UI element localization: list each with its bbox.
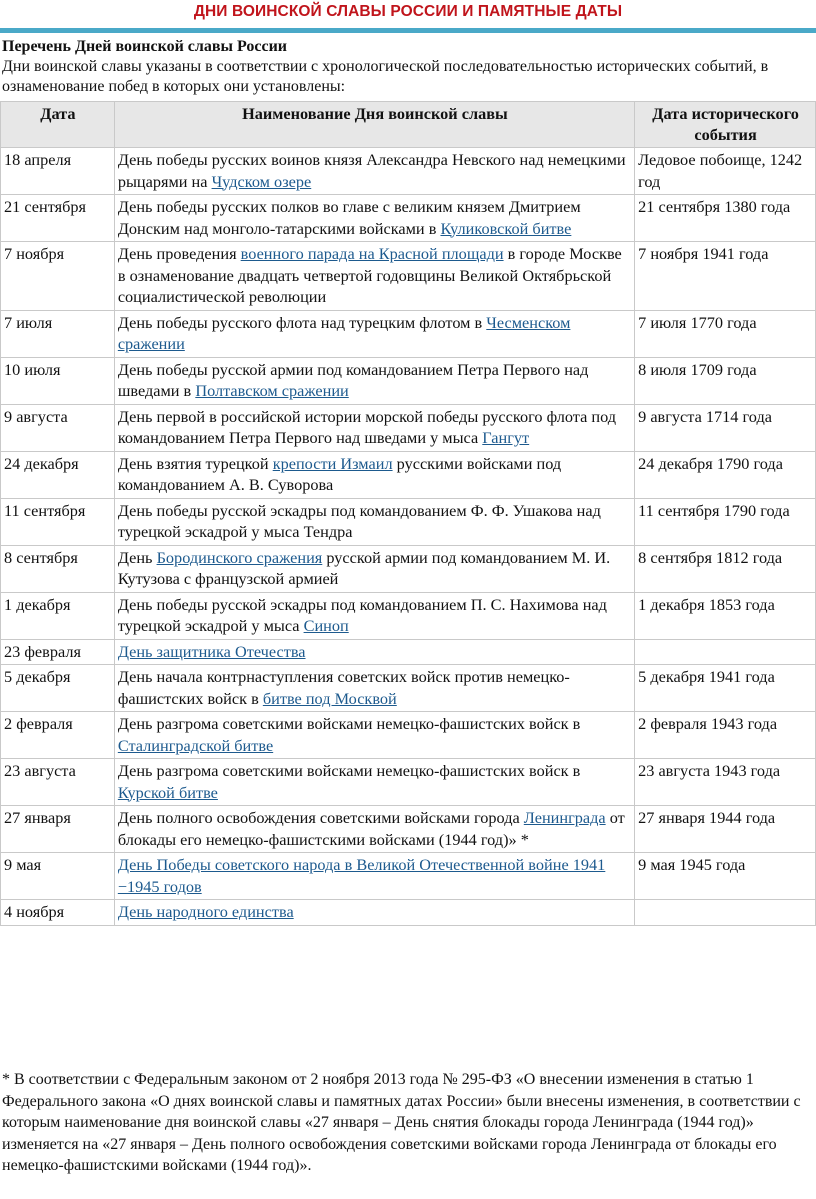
table-row <box>1 545 816 592</box>
name-text-continued: в городе Москве в ознаменование двадцать четвертой годовщины Великой Октябрьской социалистической революции <box>117 244 622 306</box>
name-text: День победы русских воинов князя Александра Невского над немецкими рыцарями на <box>117 150 626 191</box>
glory-day-link[interactable]: Гангут <box>482 428 530 447</box>
table-row <box>1 242 816 311</box>
cell-glory-day-name <box>114 639 634 665</box>
cell-glory-day-name <box>114 498 634 545</box>
cell-event-date: 11 сентября 1790 года <box>635 498 816 545</box>
header-date: Дата <box>1 102 115 148</box>
name-text: День проведения <box>117 244 241 263</box>
cell-event-date <box>635 900 816 926</box>
glory-day-link[interactable]: Курской битве <box>117 782 218 802</box>
header-name: Наименование Дня воинской славы <box>114 102 634 148</box>
glory-day-link[interactable]: Ленинграда <box>523 808 606 827</box>
glory-day-link[interactable]: военного парада на Красной площади <box>240 244 504 263</box>
name-text: День победы русского флота над турецким флотом в <box>117 312 487 332</box>
cell-event-date: 5 декабря 1941 года <box>635 665 816 712</box>
intro-text: Дни воинской славы указаны в соответствии с хронологической последовательностью исторических событий, в ознаменование побед в которых они установлены: <box>2 58 769 95</box>
name-text: День полного освобождения советскими войсками города <box>117 808 524 827</box>
cell-glory-day-name <box>114 195 634 242</box>
name-text: День разгрома советскими войсками немецко-фашистских войск в <box>117 761 581 780</box>
glory-day-link[interactable]: Чесменском сражении <box>117 312 571 353</box>
cell-date: 2 февраля <box>1 712 115 759</box>
glory-day-link[interactable]: Бородинского сражения <box>156 547 323 567</box>
intro-section <box>2 37 814 97</box>
table-row <box>1 195 816 242</box>
table-row <box>1 712 816 759</box>
cell-date: 10 июля <box>1 357 115 404</box>
glory-day-link[interactable]: Полтавском сражении <box>195 381 349 400</box>
cell-event-date: 23 августа 1943 года <box>635 759 816 806</box>
table-row <box>1 806 816 853</box>
name-text: День взятия турецкой <box>117 453 273 473</box>
name-text: День победы русских полков во главе с великим князем Дмитрием Донским над монголо-татарскими войсками в <box>117 197 581 238</box>
cell-event-date: 7 июля 1770 года <box>635 310 816 357</box>
name-text: День <box>117 547 157 567</box>
name-text: День победы русской армии под командованием Петра Первого над шведами в <box>117 359 589 400</box>
cell-date: 27 января <box>1 806 115 853</box>
name-text-continued: русской армии под командованием М. И. Кутузова с французской армией <box>117 547 611 588</box>
name-text: День победы русской эскадры под командованием П. С. Нахимова над турецкой эскадрой у мыса <box>117 594 607 635</box>
table-row <box>1 404 816 451</box>
cell-glory-day-name <box>114 545 634 592</box>
glory-day-link[interactable]: День Победы советского народа в Великой Отечественной войне 1941 −1945 годов <box>117 855 606 896</box>
cell-event-date: 9 мая 1945 года <box>635 853 816 900</box>
cell-event-date: 2 февраля 1943 года <box>635 712 816 759</box>
cell-date: 5 декабря <box>1 665 115 712</box>
cell-date: 7 июля <box>1 310 115 357</box>
table-row <box>1 759 816 806</box>
cell-date: 1 декабря <box>1 592 115 639</box>
cell-event-date: 7 ноября 1941 года <box>635 242 816 311</box>
table-row <box>1 148 816 195</box>
header-event-date: Дата исторического события <box>635 102 816 148</box>
table-row <box>1 498 816 545</box>
cell-event-date: 24 декабря 1790 года <box>635 451 816 498</box>
table-row <box>1 665 816 712</box>
footnote: * В соответствии с Федеральным законом от 2 ноября 2013 года № 295-ФЗ «О внесении изменения в статью 1 Федерального закона «О днях воинской славы и памятных датах России» были внесены изменения, в соответствии с которым наименование дня воинской славы «27 января – День снятия блокады города Ленинграда (1944 год)» изменяется на «27 января – День полного освобождения советскими войсками города Ленинграда от блокады его немецко-фашистскими войсками (1944 год)». <box>2 1071 801 1174</box>
table-row <box>1 310 816 357</box>
cell-date: 9 августа <box>1 404 115 451</box>
glory-day-link[interactable]: Куликовской битве <box>440 218 572 238</box>
page-title: ДНИ ВОИНСКОЙ СЛАВЫ РОССИИ И ПАМЯТНЫЕ ДАТЫ <box>193 3 623 20</box>
cell-date: 24 декабря <box>1 451 115 498</box>
cell-glory-day-name <box>114 451 634 498</box>
military-glory-days-table <box>0 101 816 926</box>
cell-glory-day-name <box>114 148 634 195</box>
cell-date: 23 февраля <box>1 639 115 665</box>
name-text: День разгрома советскими войсками немецко-фашистских войск в <box>117 714 581 733</box>
table-row <box>1 900 816 926</box>
table-row <box>1 592 816 639</box>
glory-day-link[interactable]: Синоп <box>303 616 349 635</box>
table-row <box>1 853 816 900</box>
cell-event-date: Ледовое побоище, 1242 год <box>635 148 816 195</box>
cell-event-date <box>635 639 816 665</box>
cell-glory-day-name <box>114 310 634 357</box>
cell-glory-day-name <box>114 404 634 451</box>
cell-event-date: 21 сентября 1380 года <box>635 195 816 242</box>
glory-day-link[interactable]: крепости Измаил <box>272 453 393 473</box>
cell-date: 11 сентября <box>1 498 115 545</box>
cell-date: 21 сентября <box>1 195 115 242</box>
table-row <box>1 357 816 404</box>
cell-glory-day-name <box>114 665 634 712</box>
cell-event-date: 27 января 1944 года <box>635 806 816 853</box>
cell-glory-day-name <box>114 853 634 900</box>
glory-day-link[interactable]: битве под Москвой <box>262 688 397 708</box>
cell-glory-day-name <box>114 357 634 404</box>
cell-date: 9 мая <box>1 853 115 900</box>
glory-day-link[interactable]: День защитника Отечества <box>117 641 306 661</box>
table-header-row <box>1 102 816 148</box>
intro-heading: Перечень Дней воинской славы России <box>2 38 288 55</box>
glory-day-link[interactable]: Чудском озере <box>211 171 312 191</box>
page-banner <box>0 0 816 33</box>
name-text-continued: русскими войсками под командованием А. В. Суворова <box>117 453 562 494</box>
table-body <box>1 148 816 926</box>
cell-glory-day-name <box>114 759 634 806</box>
table-row <box>1 451 816 498</box>
name-text: День начала контрнаступления советских войск против немецко-фашистских войск в <box>117 667 570 708</box>
cell-date: 4 ноября <box>1 900 115 926</box>
cell-date: 7 ноября <box>1 242 115 311</box>
glory-day-link[interactable]: День народного единства <box>117 902 294 921</box>
cell-event-date: 1 декабря 1853 года <box>635 592 816 639</box>
cell-date: 8 сентября <box>1 545 115 592</box>
name-text-continued: от блокады его немецко-фашистскими войсками (1944 год)» * <box>117 808 625 849</box>
glory-day-link[interactable]: Сталинградской битве <box>117 735 274 755</box>
cell-glory-day-name <box>114 592 634 639</box>
cell-event-date: 9 августа 1714 года <box>635 404 816 451</box>
cell-glory-day-name <box>114 806 634 853</box>
cell-glory-day-name <box>114 900 634 926</box>
cell-date: 18 апреля <box>1 148 115 195</box>
name-text: День победы русской эскадры под командованием Ф. Ф. Ушакова над турецкой эскадрой у мыса Тендра <box>117 500 601 541</box>
name-text: День первой в российской истории морской победы русского флота под командованием Петра Первого над шведами у мыса <box>117 406 617 447</box>
table-row <box>1 639 816 665</box>
cell-date: 23 августа <box>1 759 115 806</box>
cell-event-date: 8 сентября 1812 года <box>635 545 816 592</box>
cell-event-date: 8 июля 1709 года <box>635 357 816 404</box>
cell-glory-day-name <box>114 712 634 759</box>
cell-glory-day-name <box>114 242 634 311</box>
